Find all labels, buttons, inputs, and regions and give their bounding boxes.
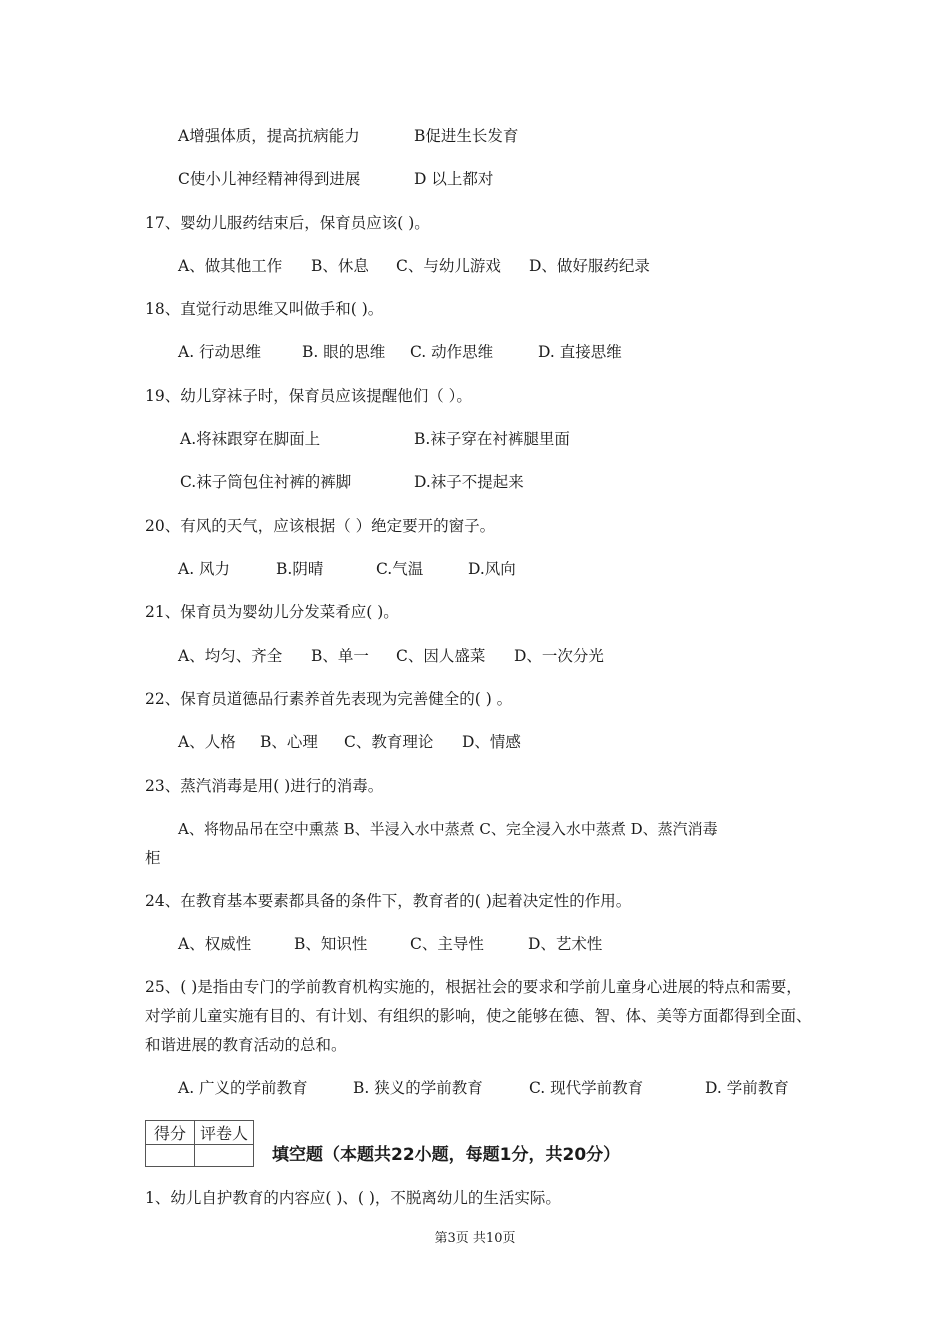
q18-option-d: D. 直接思维 — [538, 343, 622, 361]
q17-option-a: A、做其他工作 — [178, 257, 283, 275]
q22-option-d: D、情感 — [462, 733, 521, 751]
q19-option-a: A.将袜跟穿在脚面上 — [180, 430, 321, 448]
q18-option-a: A. 行动思维 — [178, 343, 262, 361]
q21-stem: 21、保育员为婴幼儿分发菜肴应( )。 — [145, 603, 399, 621]
q24-option-c: C、主导性 — [410, 935, 484, 953]
q23-options-wrap: 柜 — [145, 849, 161, 867]
q19-option-b: B.袜子穿在衬裤腿里面 — [414, 430, 570, 448]
q18-option-b: B. 眼的思维 — [302, 343, 386, 361]
q23-options: A、将物品吊在空中熏蒸 B、半浸入水中蒸煮 C、完全浸入水中蒸煮 D、蒸汽消毒 — [178, 820, 718, 838]
q17-option-c: C、与幼儿游戏 — [396, 257, 501, 275]
page-footer: 第3页 共10页 — [434, 1231, 516, 1246]
score-cell[interactable] — [146, 1145, 195, 1167]
q17-stem: 17、婴幼儿服药结束后，保育员应该( )。 — [145, 214, 430, 232]
q18-stem: 18、直觉行动思维又叫做手和( )。 — [145, 300, 384, 318]
q17-option-d: D、做好服药纪录 — [529, 257, 650, 275]
q25-options — [178, 1074, 858, 1103]
score-header: 得分 — [146, 1121, 195, 1145]
q19-options-row1 — [180, 425, 860, 454]
q25-option-a: A. 广义的学前教育 — [178, 1079, 308, 1097]
q23-stem: 23、蒸汽消毒是用( )进行的消毒。 — [145, 777, 384, 795]
q19-option-c: C.袜子筒包住衬裤的裤脚 — [180, 473, 352, 491]
q24-stem: 24、在教育基本要素都具备的条件下，教育者的( )起着决定性的作用。 — [145, 892, 632, 910]
fill1-stem: 1、幼儿自护教育的内容应( )、( )，不脱离幼儿的生活实际。 — [145, 1189, 561, 1207]
q25-stem: 25、( )是指由专门的学前教育机构实施的，根据社会的要求和学前儿童身心进展的特点和需要，对学前儿童实施有目的、有计划、有组织的影响，使之能够在德、智、体、美等方面都得到全面、和谐进展的教育活动的总和。 — [145, 978, 812, 1054]
q19-options-row2 — [180, 468, 860, 497]
q16-options-row2 — [178, 165, 858, 194]
q20-options — [178, 555, 858, 584]
q21-option-d: D、一次分光 — [514, 647, 604, 665]
q21-option-c: C、因人盛菜 — [396, 647, 486, 665]
q17-option-b: B、休息 — [311, 257, 369, 275]
q25-option-d: D. 学前教育 — [705, 1079, 789, 1097]
q16-options-row1 — [178, 122, 858, 151]
q18-option-c: C. 动作思维 — [410, 343, 494, 361]
section-title: 填空题（本题共22小题，每题1分，共20分） — [272, 1145, 621, 1165]
q22-options — [178, 728, 858, 757]
q19-stem: 19、幼儿穿袜子时，保育员应该提醒他们（ ）。 — [145, 387, 472, 405]
q24-options — [178, 930, 858, 959]
q16-option-c: C使小儿神经精神得到进展 — [178, 170, 361, 188]
q17-options — [178, 252, 858, 281]
q21-options — [178, 642, 858, 671]
q25-option-c: C. 现代学前教育 — [529, 1079, 644, 1097]
q21-option-b: B、单一 — [311, 647, 369, 665]
q18-options — [178, 338, 858, 367]
q24-option-d: D、艺术性 — [528, 935, 603, 953]
q22-stem: 22、保育员道德品行素养首先表现为完善健全的( ) 。 — [145, 690, 513, 708]
q22-option-c: C、教育理论 — [344, 733, 434, 751]
q21-option-a: A、均匀、齐全 — [178, 647, 283, 665]
q25-option-b: B. 狭义的学前教育 — [353, 1079, 483, 1097]
q20-stem: 20、有风的天气，应该根据（ ）绝定要开的窗子。 — [145, 517, 496, 535]
q16-option-a: A增强体质，提高抗病能力 — [178, 127, 360, 145]
q16-option-b: B促进生长发育 — [414, 127, 519, 145]
q22-option-b: B、心理 — [260, 733, 318, 751]
q24-option-b: B、知识性 — [294, 935, 368, 953]
score-table — [145, 1120, 254, 1167]
q20-option-a: A. 风力 — [178, 560, 231, 578]
q16-option-d: D 以上都对 — [414, 170, 494, 188]
q24-option-a: A、权威性 — [178, 935, 252, 953]
q20-option-d: D.风向 — [468, 560, 516, 578]
q20-option-b: B.阴晴 — [276, 560, 324, 578]
q20-option-c: C.气温 — [376, 560, 424, 578]
grader-header: 评卷人 — [195, 1121, 254, 1145]
q22-option-a: A、人格 — [178, 733, 236, 751]
q19-option-d: D.袜子不提起来 — [414, 473, 524, 491]
grader-cell[interactable] — [195, 1145, 254, 1167]
